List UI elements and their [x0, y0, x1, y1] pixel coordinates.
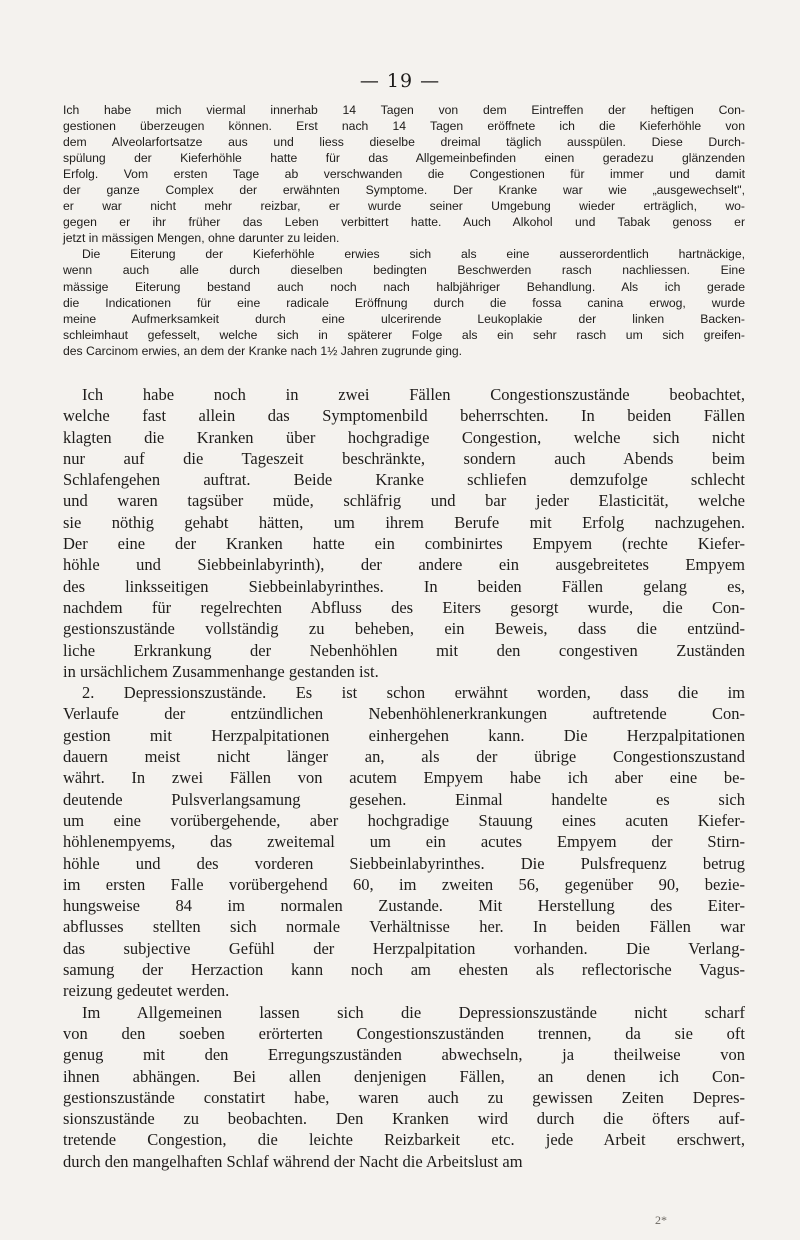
text-line: 2. Depressionszustände. Es ist schon erwähnt worden, dass die im	[82, 683, 745, 703]
text-line: sionszustände zu beobachten. Den Kranken wird durch die öfters auf-	[63, 1109, 745, 1129]
text-line: in ursächlichem Zusammenhange gestanden ist.	[63, 661, 379, 681]
text-line: und waren tagsüber müde, schläfrig und bar jeder Elasticität, welche	[63, 491, 745, 511]
paragraph	[63, 682, 745, 1001]
page-number: — 19 —	[359, 70, 441, 92]
text-line: abflusses stellten sich normale Verhältnisse her. In beiden Fällen war	[63, 917, 745, 937]
text-line: klagten die Kranken über hochgradige Congestion, welche sich nicht	[63, 427, 745, 447]
text-line: tretende Congestion, die leichte Reizbarkeit etc. jede Arbeit erschwert,	[63, 1130, 745, 1150]
text-line: gestionszustände vollständig zu beheben, ein Beweis, dass die entzünd-	[63, 619, 745, 639]
text-line: deutende Pulsverlangsamung gesehen. Einmal handelte es sich	[63, 789, 745, 809]
text-line: liche Erkrankung der Nebenhöhlen mit den congestiven Zuständen	[63, 640, 745, 660]
text-line: des Carcinom erwies, an dem der Kranke nach 1½ Jahren zugrunde ging.	[63, 343, 463, 358]
text-line: von den soeben erörterten Congestionszuständen trennen, da sie oft	[63, 1023, 745, 1043]
paragraph	[63, 246, 745, 358]
text-line: gegen er ihr früher das Leben verbittert hatte. Auch Alkohol und Tabak genoss er	[63, 215, 745, 230]
text-line: gestionen überzeugen können. Erst nach 14 Tagen eröffnete ich die Kieferhöhle von	[63, 119, 745, 134]
text-line: hungsweise 84 im normalen Zustande. Mit Herstellung des Eiter-	[63, 896, 745, 916]
signature-mark: 2*	[655, 1213, 667, 1227]
text-line: welche fast allein das Symptomenbild beherrschten. In beiden Fällen	[63, 406, 745, 426]
paragraph	[63, 102, 745, 246]
text-line: Verlaufe der entzündlichen Nebenhöhlenerkrankungen auftretende Con-	[63, 704, 745, 724]
paragraph	[63, 384, 745, 682]
text-line: Ich habe noch in zwei Fällen Congestionszustände beobachtet,	[82, 385, 745, 404]
text-line: durch den mangelhaften Schlaf während der Nacht die Arbeitslust am	[63, 1151, 523, 1171]
text-line: Die Eiterung der Kieferhöhle erwies sich als eine ausserordentlich hartnäckige,	[82, 247, 745, 262]
text-line: Ich habe mich viermal innerhab 14 Tagen von dem Eintreffen der heftigen Con-	[63, 103, 745, 117]
text-line: genug mit den Erregungszuständen abwechseln, ja theilweise von	[63, 1045, 745, 1065]
text-line: er war nicht mehr reizbar, er wurde seiner Umgebung wieder erträglich, wo-	[63, 199, 745, 214]
paragraph	[63, 1002, 745, 1172]
text-line: höhle und Siebbeinlabyrinth), der andere ein ausgebreitetes Empyem	[63, 555, 745, 575]
text-line: Erfolg. Vom ersten Tage ab verschwanden die Congestionen für immer und damit	[63, 167, 745, 182]
small-print-section	[63, 102, 745, 359]
text-line: um eine vorübergehende, aber hochgradige Stauung eines acuten Kiefer-	[63, 810, 745, 830]
text-line: gestion mit Herzpalpitationen einhergehen kann. Die Herzpalpitationen	[63, 725, 745, 745]
text-line: spülung der Kieferhöhle hatte für das Allgemeinbefinden einen geradezu glänzenden	[63, 151, 745, 166]
text-line: des linksseitigen Siebbeinlabyrinthes. In beiden Fällen gelang es,	[63, 576, 745, 596]
text-line: meine Aufmerksamkeit durch eine ulcerirende Leukoplakie der linken Backen-	[63, 311, 745, 326]
text-line: im ersten Falle vorübergehend 60, im zweiten 56, gegenüber 90, bezie-	[63, 874, 745, 894]
text-line: das subjective Gefühl der Herzpalpitation vorhanden. Die Verlang-	[63, 938, 745, 958]
text-line: samung der Herzaction kann noch am ehesten als reflectorische Vagus-	[63, 960, 745, 980]
text-line: nur auf die Tageszeit beschränkte, sondern auch Abends beim	[63, 448, 745, 468]
text-line: Schlafengehen auftrat. Beide Kranke schliefen demzufolge schlecht	[63, 470, 745, 490]
text-line: reizung gedeutet werden.	[63, 981, 230, 1001]
text-line: der ganze Complex der erwähnten Symptome. Der Kranke war wie „ausgewechselt",	[63, 183, 745, 198]
text-line: Der eine der Kranken hatte ein combinirtes Empyem (rechte Kiefer-	[63, 534, 745, 554]
text-line: schleimhaut gefesselt, welche sich in späterer Folge als ein sehr rasch um sich greifen-	[63, 327, 745, 342]
text-line: sie nöthig gehabt hätten, um ihrem Berufe mit Erfolg nachzugehen.	[63, 512, 745, 532]
text-line: höhle und des vorderen Siebbeinlabyrinthes. Die Pulsfrequenz betrug	[63, 853, 745, 873]
text-line: höhlenempyems, das zweitemal um ein acutes Empyem der Stirn-	[63, 832, 745, 852]
text-line: gestionszustände constatirt habe, waren auch zu gewissen Zeiten Depres-	[63, 1087, 745, 1107]
text-line: ihnen abhängen. Bei allen denjenigen Fällen, an denen ich Con-	[63, 1066, 745, 1086]
main-text-section	[63, 384, 745, 1172]
text-line: die Indicationen für eine radicale Eröffnung durch die fossa canina erwog, wurde	[63, 295, 745, 310]
text-line: währt. In zwei Fällen von acutem Empyem habe ich aber eine be-	[63, 768, 745, 788]
text-line: wenn auch alle durch dieselben bedingten Beschwerden rasch nachliessen. Eine	[63, 263, 745, 278]
text-line: nachdem für regelrechten Abfluss des Eiters gesorgt wurde, die Con-	[63, 597, 745, 617]
text-line: dauern meist nicht länger an, als der übrige Congestionszustand	[63, 747, 745, 767]
text-line: jetzt in mässigen Mengen, ohne darunter zu leiden.	[63, 231, 340, 246]
text-line: Im Allgemeinen lassen sich die Depressionszustände nicht scharf	[82, 1002, 745, 1022]
text-line: dem Alveolarfortsatze aus und liess dieselbe dreimal täglich ausspülen. Diese Durch-	[63, 135, 745, 150]
text-line: mässige Eiterung bestand auch noch nach halbjähriger Behandlung. Als ich gerade	[63, 279, 745, 294]
